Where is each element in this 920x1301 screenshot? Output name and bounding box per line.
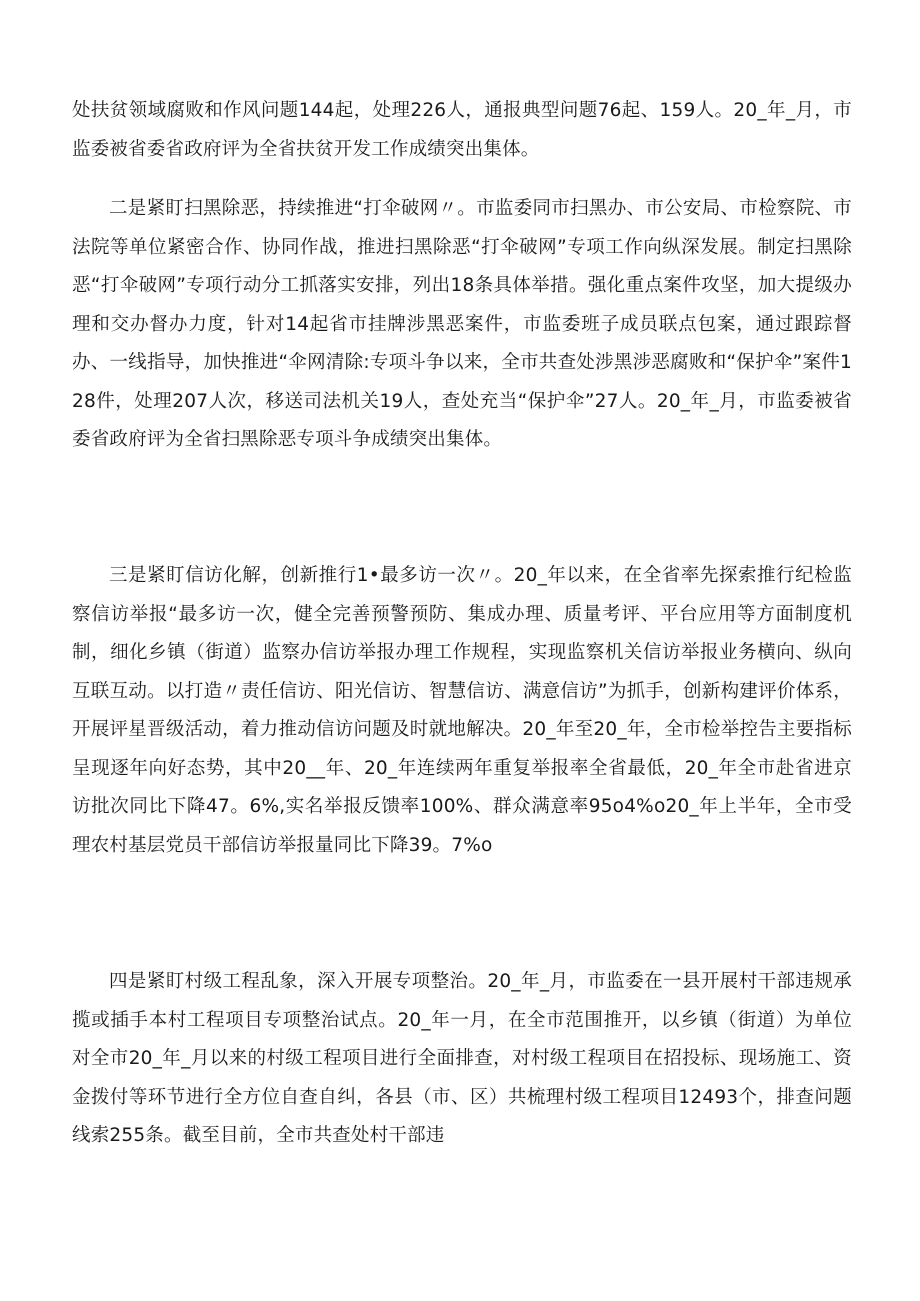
paragraph-anti-gang-crime: 二是紧盯扫黑除恶，持续推进“打伞破网〃。市监委同市扫黑办、市公安局、市检察院、市法院等单位紧密合作、协同作战，推进扫黑除恶“打伞破网”专项工作向纵深发展。制定扫黑除恶“打伞破网”专项行动分工抓落实安排，列出18条具体举措。强化重点案件攻坚，加大提级办理和交办督办力度，针对14起省市挂牌涉黑恶案件，市监委班子成员联点包案，通过跟踪督办、一线指导，加快推进“伞网清除:专项斗争以来，全市共查处涉黑涉恶腐败和“保护伞”案件128件，处理207人次，移送司法机关19人，查处充当“保护伞”27人。20_年_月，市监委被省委省政府评为全省扫黑除恶专项斗争成绩突出集体。: [72, 198, 852, 450]
paragraph-petition-resolution: 三是紧盯信访化解，创新推行1•最多访一次〃。20_年以来，在全省率先探索推行纪检监察信访举报“最多访一次，健全完善预警预防、集成办理、质量考评、平台应用等方面制度机制，细化乡镇（街道）监察办信访举报办理工作规程，实现监察机关信访举报业务横向、纵向互联互动。以打造〃责任信访、阳光信访、智慧信访、满意信访”为抓手，创新构建评价体系，开展评星晋级活动，着力推动信访问题及时就地解决。20_年至20_年，全市检举控告主要指标呈现逐年向好态势，其中20__年、20_年连续两年重复举报率全省最低，20_年全市赴省进京访批次同比下降47。6%,实名举报反馈率100%、群众满意率95o4%o20_年上半年，全市受理农村基层党员干部信访举报量同比下降39。7%o: [72, 565, 852, 856]
paragraph-poverty-alleviation-continued: 处扶贫领域腐败和作风问题144起，处理226人，通报典型问题76起、159人。20_年_月，市监委被省委省政府评为全省扶贫开发工作成绩突出集体。: [72, 100, 852, 160]
paragraph-village-engineering: 四是紧盯村级工程乱象，深入开展专项整治。20_年_月，市监委在一县开展村干部违规承揽或插手本村工程项目专项整治试点。20_年一月，在全市范围推开，以乡镇（街道）为单位对全市20_年_月以来的村级工程项目进行全面排查，对村级工程项目在招投标、现场施工、资金拨付等环节进行全方位自查自纠，各县（市、区）共梳理村级工程项目12493个，排查问题线索255条。截至目前，全市共查处村干部违: [72, 971, 852, 1146]
